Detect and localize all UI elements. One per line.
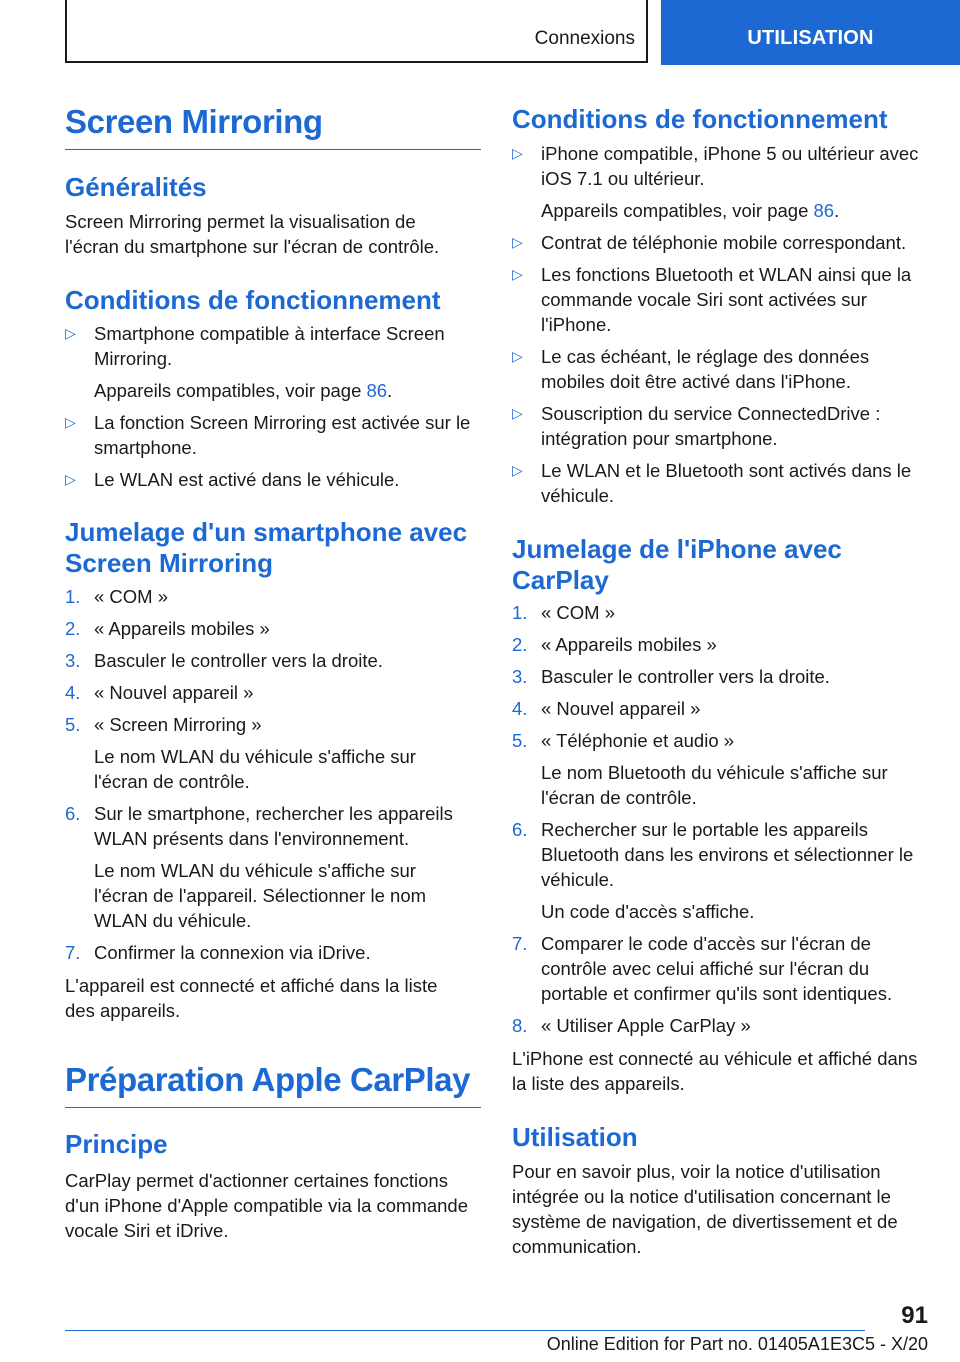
paragraph-connected-left: L'appareil est connecté et affiché dans la liste des appareils. [65, 975, 438, 1021]
triangle-bullet-icon: ▷ [512, 266, 523, 282]
list-item: 4. « Nouvel appareil » [65, 682, 254, 703]
list-item: ▷ Le cas échéant, le réglage des données mobiles doit être activé dans l'iPhone. [512, 346, 870, 392]
triangle-bullet-icon: ▷ [512, 234, 523, 250]
list-item: ▷ Souscription du service ConnectedDrive : intégration pour smartphone. [512, 403, 881, 449]
triangle-bullet-icon: ▷ [512, 145, 523, 161]
list-item: ▷ La fonction Screen Mirroring est activée sur le smartphone. [65, 412, 471, 458]
list-item: ▷ Les fonctions Bluetooth et WLAN ainsi que la commande vocale Siri sont activées sur l'iPhone. [512, 264, 912, 335]
heading-jumelage-smartphone: Jumelage d'un smartphone avec Screen Mirroring [65, 517, 468, 578]
steps-list-right [512, 600, 927, 1038]
heading-conditions-right: Conditions de fonctionnement [512, 104, 888, 134]
conditions-list-left [65, 321, 475, 492]
list-item: 5. « Téléphonie et audio » Le nom Bluetooth du véhicule s'affiche sur l'écran de contrôle. [512, 730, 888, 808]
list-item: 1. « COM » [512, 602, 616, 623]
list-item: ▷ Le WLAN et le Bluetooth sont activés dans le véhicule. [512, 460, 912, 506]
paragraph-generalites: Screen Mirroring permet la visualisation de l'écran du smartphone sur l'écran de contrôle. [65, 211, 440, 257]
list-item: 7. Confirmer la connexion via iDrive. [65, 942, 371, 963]
list-item: 8. « Utiliser Apple CarPlay » [512, 1015, 751, 1036]
header-section-title: Connexions [534, 28, 635, 49]
footer-edition: Online Edition for Part no. 01405A1E3C5 - X/20 [546, 1334, 928, 1354]
triangle-bullet-icon: ▷ [65, 414, 76, 430]
conditions-list-right [512, 141, 927, 508]
header-tab-utilisation[interactable]: UTILISATION [661, 0, 960, 65]
heading-conditions-left: Conditions de fonctionnement [65, 285, 441, 315]
page-link-86[interactable]: 86 [366, 380, 388, 401]
list-item: 6. Rechercher sur le portable les appareils Bluetooth dans les environs et sélectionner le véhicule. Un code d'accès s'affiche. [512, 819, 914, 922]
heading-generalites: Généralités [65, 172, 207, 202]
list-item: 5. « Screen Mirroring » Le nom WLAN du véhicule s'affiche sur l'écran de contrôle. [65, 714, 416, 792]
list-item: 2. « Appareils mobiles » [512, 634, 717, 655]
steps-list-left [65, 584, 475, 965]
list-item: ▷ Smartphone compatible à interface Screen Mirroring. Appareils compatibles, voir page 86. [65, 323, 445, 401]
list-item: ▷ iPhone compatible, iPhone 5 ou ultérieur avec iOS 7.1 ou ultérieur. Appareils compatibles, voir page 86. [512, 143, 919, 221]
heading-jumelage-iphone: Jumelage de l'iPhone avec CarPlay [512, 534, 842, 595]
list-item: 1. « COM » [65, 586, 169, 607]
paragraph-principe: CarPlay permet d'actionner certaines fonctions d'un iPhone d'Apple compatible via la commande vocale Siri et iDrive. [65, 1170, 469, 1241]
list-item: ▷ Le WLAN est activé dans le véhicule. [65, 469, 400, 490]
heading-principe: Principe [65, 1129, 168, 1159]
page-link-86[interactable]: 86 [813, 200, 835, 221]
paragraph-utilisation: Pour en savoir plus, voir la notice d'utilisation intégrée ou la notice d'utilisation concernant le système de navigation, de divertissement et de communication. [512, 1161, 898, 1257]
heading-utilisation: Utilisation [512, 1122, 638, 1152]
triangle-bullet-icon: ▷ [512, 462, 523, 478]
triangle-bullet-icon: ▷ [512, 405, 523, 421]
heading-preparation-carplay: Préparation Apple CarPlay [65, 1061, 481, 1108]
triangle-bullet-icon: ▷ [512, 348, 523, 364]
triangle-bullet-icon: ▷ [65, 471, 76, 487]
list-item: 6. Sur le smartphone, rechercher les appareils WLAN présents dans l'environnement. Le nom WLAN du véhicule s'affiche sur l'écran de l'appareil. Sélectionner le nom WLAN du véhicule. [65, 803, 453, 931]
heading-screen-mirroring: Screen Mirroring [65, 103, 481, 150]
list-item: 7. Comparer le code d'accès sur l'écran de contrôle avec celui affiché sur l'écran du portable et confirmer qu'ils sont identiques. [512, 933, 893, 1004]
list-item: 4. « Nouvel appareil » [512, 698, 701, 719]
triangle-bullet-icon: ▷ [65, 325, 76, 341]
footer-divider [65, 1330, 865, 1331]
paragraph-connected-right: L'iPhone est connecté au véhicule et affiché dans la liste des appareils. [512, 1048, 918, 1094]
list-item: 3. Basculer le controller vers la droite. [65, 650, 383, 671]
list-item: ▷ Contrat de téléphonie mobile correspondant. [512, 232, 907, 253]
list-item: 2. « Appareils mobiles » [65, 618, 270, 639]
list-item: 3. Basculer le controller vers la droite. [512, 666, 830, 687]
page-number: 91 [901, 1302, 928, 1329]
